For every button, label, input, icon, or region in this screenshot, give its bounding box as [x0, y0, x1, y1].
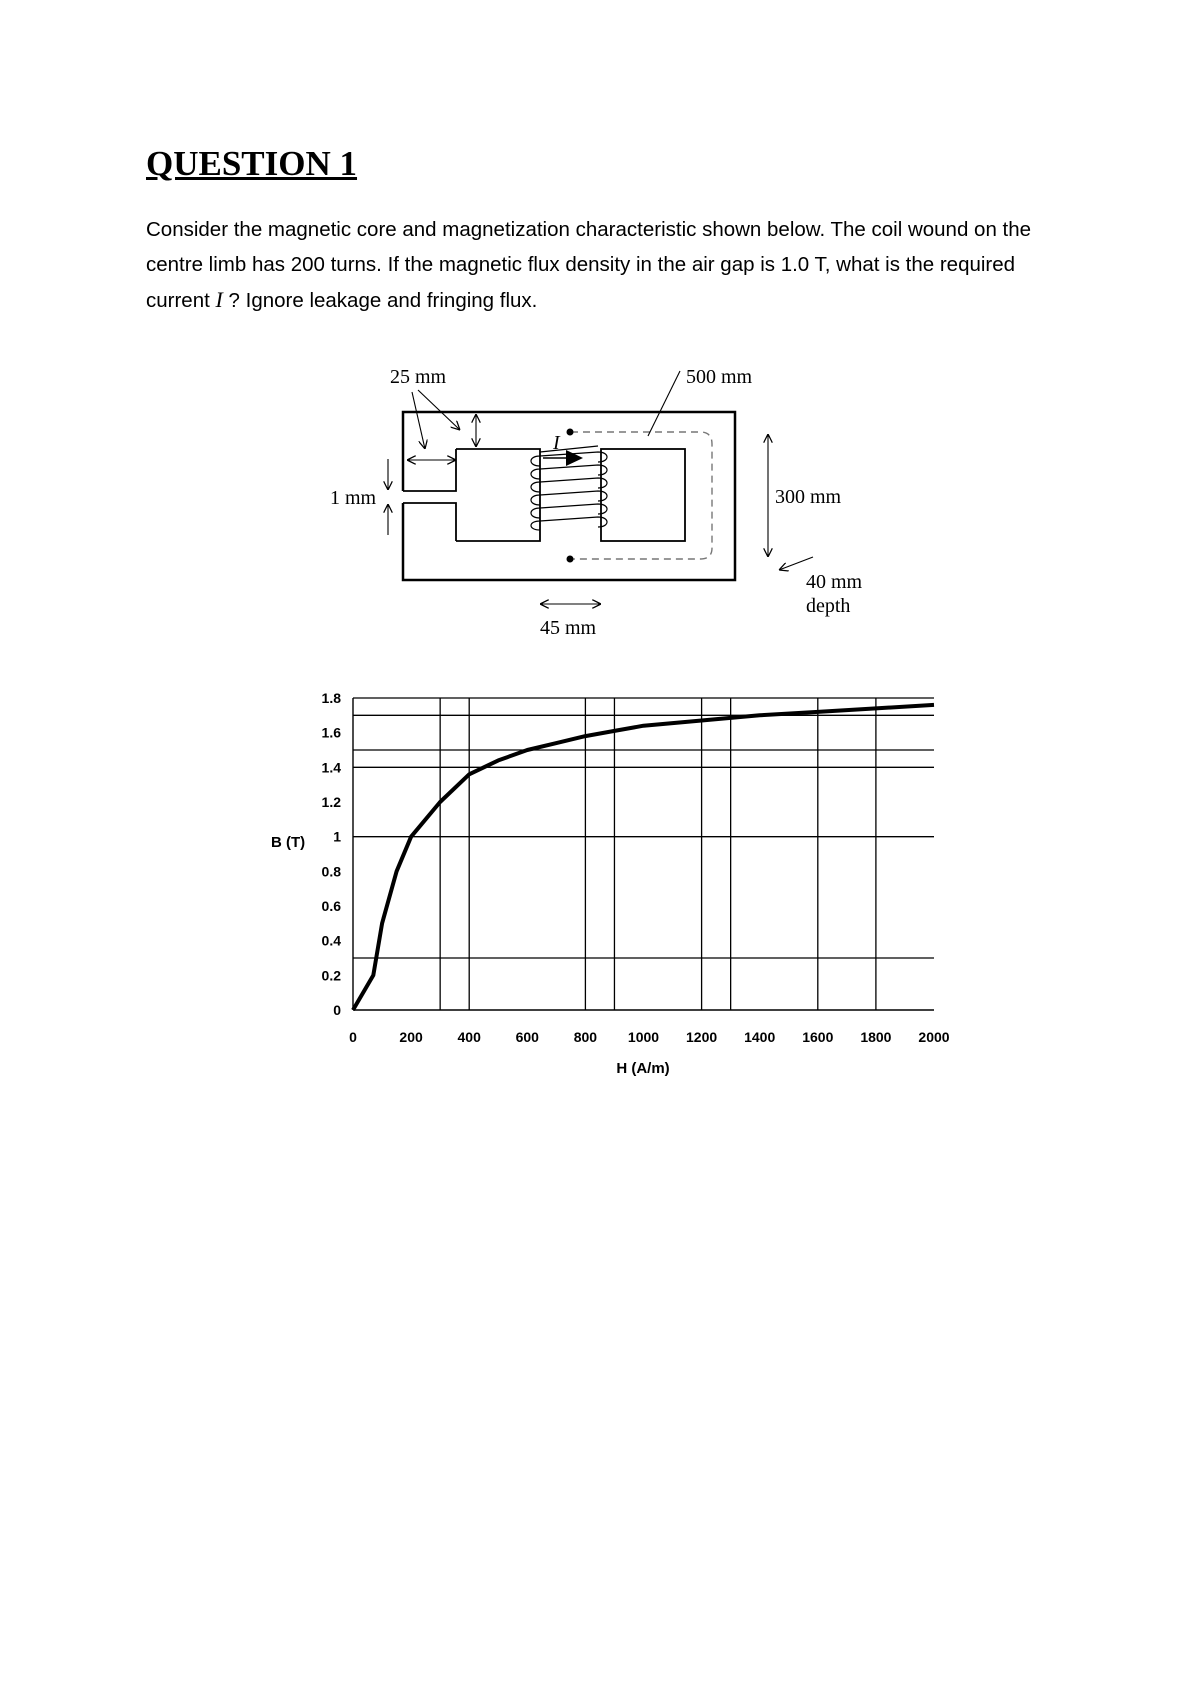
- y-tick-label: 0.2: [321, 967, 341, 984]
- x-tick-label: 1400: [744, 1029, 776, 1045]
- y-tick-labels: [322, 690, 342, 1018]
- x-tick-label: 1000: [627, 1029, 660, 1045]
- magnetization-chart: [0, 680, 1200, 1100]
- dim-40mm-label: 40 mm: [806, 571, 863, 593]
- dim-40mm-arrow: [779, 557, 813, 570]
- current-arrow-head: [566, 450, 583, 466]
- flux-path: [571, 432, 712, 559]
- x-tick-label: 800: [573, 1029, 598, 1045]
- dim-1mm-label: 1 mm: [330, 487, 377, 509]
- y-tick-label: 1: [333, 828, 341, 845]
- y-tick-label: 1.6: [321, 724, 341, 741]
- dim-depth-label: depth: [806, 595, 851, 617]
- dim-25mm-leader-2: [418, 390, 460, 430]
- y-tick-label: 0: [333, 1002, 341, 1018]
- magnetic-core-diagram: [0, 340, 1200, 650]
- x-tick-label: 200: [399, 1029, 423, 1045]
- question-title: QUESTION 1: [146, 144, 358, 183]
- left-window: [456, 449, 540, 541]
- y-tick-label: 0.4: [321, 932, 341, 949]
- coil-terminal-bottom: [567, 556, 574, 563]
- right-window: [601, 449, 685, 541]
- air-gap-lower-limb: [403, 503, 456, 541]
- current-symbol: I: [215, 287, 223, 312]
- x-tick-labels: [349, 1029, 950, 1045]
- x-tick-label: 1800: [860, 1029, 892, 1045]
- chart-gridlines: [353, 698, 934, 1010]
- question-text-part-1: Consider the magnetic core and magnetization characteristic shown below. The coil wound on the centre limb has 200 turns. If the magnetic flux density in the air gap is 1.0 T, what is the required current: [146, 218, 1032, 312]
- x-tick-label: 1600: [802, 1029, 834, 1045]
- y-tick-label: 1.4: [321, 759, 341, 776]
- x-tick-label: 2000: [918, 1029, 950, 1045]
- question-text: [146, 212, 1046, 318]
- x-tick-label: 0: [349, 1029, 357, 1045]
- air-gap-upper-limb: [403, 449, 456, 491]
- y-tick-label: 0.8: [321, 863, 341, 880]
- y-tick-label: 0.6: [321, 898, 341, 914]
- y-tick-label: 1.8: [321, 690, 341, 706]
- x-axis-label: H (A/m): [616, 1060, 670, 1077]
- dim-25mm-label: 25 mm: [390, 366, 447, 388]
- question-text-part-2: ? Ignore leakage and fringing flux.: [222, 289, 538, 312]
- current-label: I: [553, 432, 560, 454]
- dim-25mm-leader-1: [412, 392, 425, 449]
- dim-300mm-label: 300 mm: [775, 486, 842, 508]
- x-tick-label: 1200: [686, 1029, 718, 1045]
- dim-45mm-label: 45 mm: [540, 617, 597, 639]
- dim-500mm-label: 500 mm: [686, 366, 753, 388]
- y-axis-label: B (T): [271, 834, 306, 851]
- coil-terminal-top: [567, 429, 574, 436]
- x-tick-label: 600: [515, 1029, 539, 1045]
- x-tick-label: 400: [457, 1029, 481, 1045]
- y-tick-label: 1.2: [321, 794, 341, 810]
- dim-500mm-leader: [648, 371, 680, 436]
